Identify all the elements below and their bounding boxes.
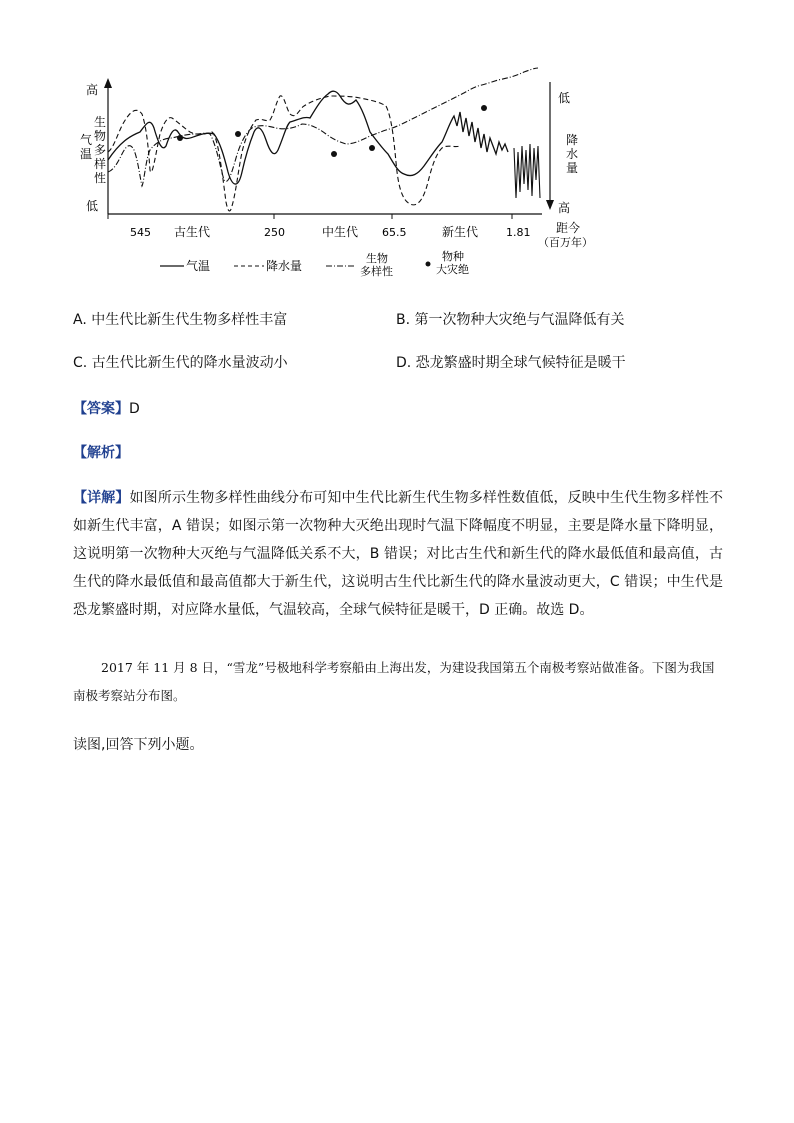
extinction-point-4	[369, 145, 375, 151]
x-tick-250: 250	[264, 226, 285, 239]
x-unit: （百万年）	[538, 236, 593, 249]
legend-precip-label: 降水量	[266, 259, 303, 273]
detail-paragraph	[73, 484, 723, 624]
paleoclimate-figure	[80, 62, 620, 292]
task-line: 读图,回答下列小题。	[73, 737, 204, 753]
extinction-point-1	[177, 135, 183, 141]
legend	[160, 249, 469, 278]
left-axis-arrow	[104, 78, 112, 88]
paleoclimate-chart	[80, 62, 620, 292]
answer-line	[73, 398, 140, 418]
x-tick-mesozoic: 中生代	[322, 225, 359, 239]
extinction-point-3	[331, 151, 337, 157]
y-left-bio-4: 性	[94, 171, 107, 185]
y-left-bio-2: 多	[94, 143, 107, 157]
y-left-bottom: 低	[86, 199, 99, 213]
y-right-label-2: 量	[566, 161, 579, 175]
y-left-bio-0: 生	[94, 115, 107, 129]
x-end-label: 距今	[556, 221, 581, 235]
detail-text: 如图所示生物多样性曲线分布可知中生代比新生代生物多样性数值低，反映中生代生物多样性不如新生代丰富，A 错误；如图示第一次物种大灭绝出现时气温下降幅度不明显，主要是降水量下降明显，这说明第一次物种大灭绝与气温降低关系不大，B 错误；对比古生代和新生代的降水最低值和最高值，古生代的降水最低值和最高值都大于新生代，这说明古生代比新生代的降水量波动更大，C 错误；中生代是恐龙繁盛时期，对应降水量低，气温较高，全球气候特征是暖干，D 正确。故选 D。	[73, 490, 724, 618]
x-tick-paleozoic: 古生代	[174, 225, 211, 239]
x-tick-545: 545	[130, 226, 151, 239]
legend-temp-label: 气温	[186, 259, 211, 273]
legend-bio-label-b: 多样性	[360, 265, 393, 278]
biodiversity-curve	[108, 68, 538, 186]
x-tick-65-5: 65.5	[382, 226, 407, 239]
y-right-label-0: 降	[566, 133, 579, 147]
x-tick-1-81: 1.81	[506, 226, 531, 239]
option-c: C. 古生代比新生代的降水量波动小	[73, 355, 288, 371]
option-b: B. 第一次物种大灾绝与气温降低有关	[396, 312, 625, 328]
precipitation-curve	[108, 96, 460, 211]
y-left-bio-1: 物	[94, 129, 107, 143]
x-tick-cenozoic: 新生代	[442, 225, 479, 239]
legend-ext-label-b: 大灾绝	[436, 263, 469, 276]
legend-ext-label-a: 物种	[442, 250, 464, 263]
next-question-intro: 2017 年 11 月 8 日，“雪龙”号极地科学考察船由上海出发，为建设我国第五个南极考察站做准备。下图为我国南极考察站分布图。	[73, 660, 715, 703]
y-right-bottom: 高	[558, 201, 571, 215]
answer-value: D	[129, 401, 140, 417]
y-left-top: 高	[86, 83, 99, 97]
y-right-top: 低	[558, 91, 571, 105]
y-left-label-b: 温	[80, 147, 93, 161]
extinction-point-2	[235, 131, 241, 137]
temperature-curve	[108, 91, 508, 184]
legend-ext-swatch	[426, 262, 431, 267]
extinction-point-5	[481, 105, 487, 111]
legend-bio-label-a: 生物	[366, 252, 388, 265]
y-right-label-1: 水	[566, 147, 579, 161]
option-a: A. 中生代比新生代生物多样性丰富	[73, 312, 288, 328]
right-axis-arrow	[546, 200, 554, 210]
answer-label: 【答案】	[73, 401, 129, 417]
option-d: D. 恐龙繁盛时期全球气候特征是暖干	[396, 355, 626, 371]
temperature-spikes	[514, 144, 540, 198]
y-left-label-a: 气	[80, 133, 93, 147]
analysis-label: 【解析】	[73, 445, 129, 461]
detail-label: 【详解】	[73, 490, 130, 506]
y-left-bio-3: 样	[94, 157, 107, 171]
